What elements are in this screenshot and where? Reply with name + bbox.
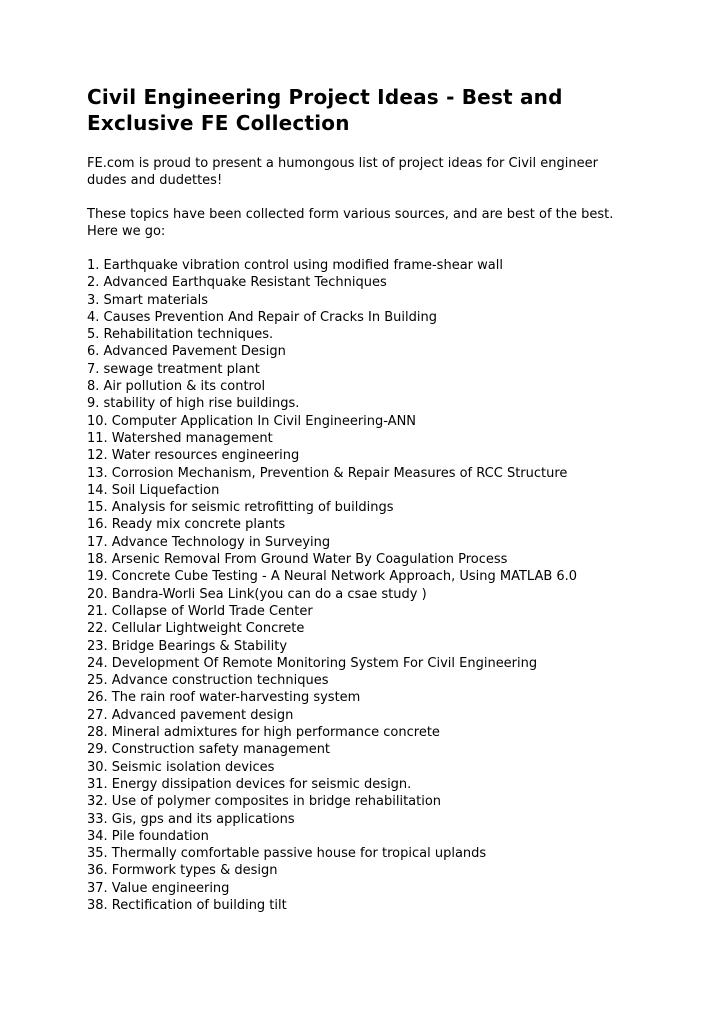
project-idea-item: 7. sewage treatment plant [87,361,260,377]
project-idea-item: 22. Cellular Lightweight Concrete [87,621,305,637]
project-idea-item: 11. Watershed management [87,430,273,446]
project-idea-item: 34. Pile foundation [87,828,209,844]
project-idea-item: 14. Soil Liquefaction [87,482,220,498]
project-idea-item: 21. Collapse of World Trade Center [87,603,313,619]
project-idea-item: 4. Causes Prevention And Repair of Cracks In Building [87,309,437,325]
project-idea-item: 37. Value engineering [87,880,230,896]
project-idea-item: 10. Computer Application In Civil Engineering-ANN [87,413,417,429]
lead-in-paragraph: These topics have been collected form various sources, and are best of the best. Here we go: [87,207,614,239]
project-idea-item: 9. stability of high rise buildings. [87,396,300,412]
document-title: Civil Engineering Project Ideas - Best and Exclusive FE Collection [87,85,563,135]
project-idea-item: 29. Construction safety management [87,742,331,758]
project-idea-item: 33. Gis, gps and its applications [87,811,295,827]
project-idea-item: 38. Rectification of building tilt [87,897,287,913]
project-idea-item: 1. Earthquake vibration control using modified frame-shear wall [87,258,503,273]
project-idea-item: 23. Bridge Bearings & Stability [87,638,288,654]
intro-paragraph: FE.com is proud to present a humongous list of project ideas for Civil engineer dudes and dudettes! [87,156,598,188]
project-idea-item: 2. Advanced Earthquake Resistant Techniques [87,275,387,291]
project-idea-item: 35. Thermally comfortable passive house for tropical uplands [87,846,487,862]
project-idea-item: 12. Water resources engineering [87,448,300,464]
project-idea-item: 18. Arsenic Removal From Ground Water By Coagulation Process [87,552,508,568]
project-idea-item: 32. Use of polymer composites in bridge rehabilitation [87,794,442,810]
project-idea-item: 19. Concrete Cube Testing - A Neural Network Approach, Using MATLAB 6.0 [87,569,578,585]
project-idea-item: 3. Smart materials [87,292,209,308]
project-idea-item: 27. Advanced pavement design [87,707,294,723]
project-idea-item: 17. Advance Technology in Surveying [87,534,331,550]
project-idea-item: 16. Ready mix concrete plants [87,517,286,533]
project-idea-item: 31. Energy dissipation devices for seismic design. [87,776,412,792]
project-idea-item: 36. Formwork types & design [87,863,278,879]
project-idea-item: 24. Development Of Remote Monitoring System For Civil Engineering [87,655,538,671]
project-idea-item: 30. Seismic isolation devices [87,759,275,775]
project-idea-item: 20. Bandra-Worli Sea Link(you can do a csae study ) [87,586,427,602]
project-idea-item: 25. Advance construction techniques [87,673,329,689]
project-idea-item: 28. Mineral admixtures for high performance concrete [87,725,440,741]
project-idea-item: 5. Rehabilitation techniques. [87,327,274,343]
project-idea-item: 13. Corrosion Mechanism, Prevention & Repair Measures of RCC Structure [87,465,568,481]
project-idea-item: 15. Analysis for seismic retrofitting of buildings [87,500,394,516]
project-idea-item: 6. Advanced Pavement Design [87,344,286,360]
project-idea-item: 8. Air pollution & its control [87,379,266,395]
project-idea-item: 26. The rain roof water-harvesting system [87,690,361,706]
project-ideas-list [87,257,635,914]
